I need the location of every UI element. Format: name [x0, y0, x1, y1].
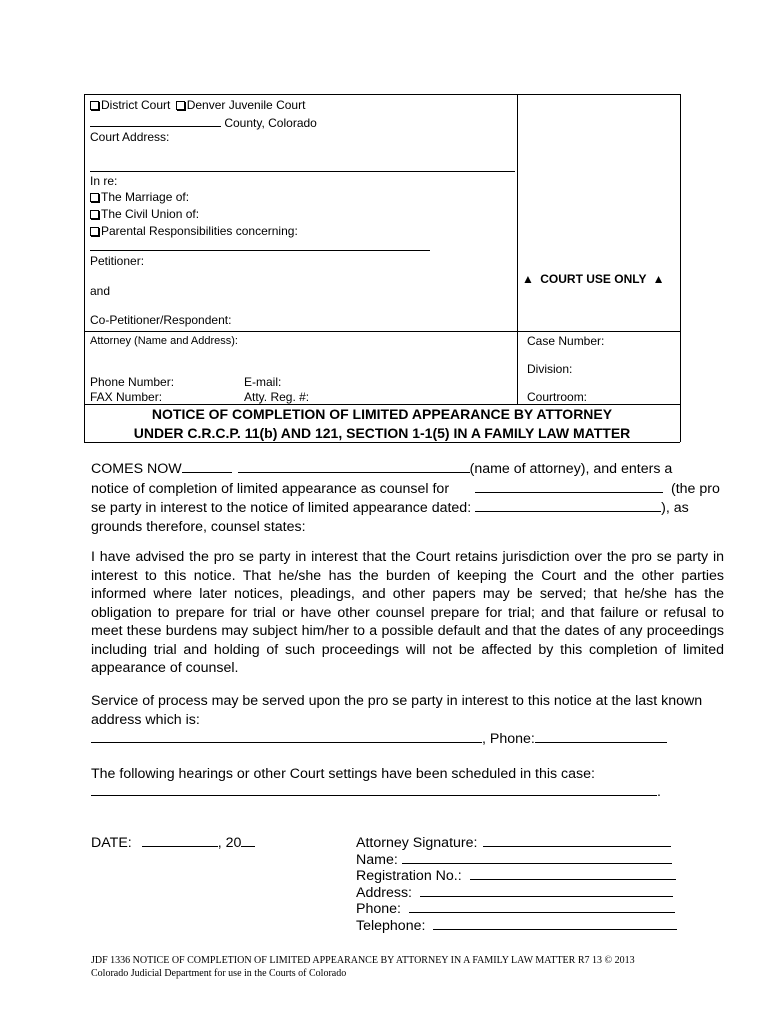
court-selection [90, 97, 305, 113]
name-of-attorney-text: (name of attorney), and enters a [469, 461, 673, 477]
attorney-signature-blank[interactable] [483, 833, 671, 847]
division-label: Division: [527, 362, 573, 376]
counsel-for-blank[interactable] [475, 479, 663, 493]
as-text: ), as [661, 500, 689, 516]
hearings-line [91, 782, 661, 802]
phone-text: , Phone: [482, 731, 535, 747]
comes-now-text: COMES NOW [91, 461, 182, 477]
case-type-marriage [90, 189, 189, 205]
name-label: Name: [356, 851, 398, 868]
district-court-label: District Court [101, 98, 171, 112]
name-blank[interactable] [402, 850, 672, 864]
and-label: and [90, 284, 111, 298]
date-year-blank[interactable] [241, 833, 255, 847]
paragraph-jurisdiction: I have advised the pro se party in interest that the Court retains jurisdiction over the pro se party in interest to this notice. That he/she has the burden of keeping the Court and the other parties informed where later notices, pleadings, and other papers may be served; that he/she has the obligation to prepare for trial or have other counsel prepare for trial; and that failure or refusal to meet these burdens may subject him/her to a possible default and that the dates of any proceedings including trial and holding of such proceedings will not be affected by this completion of limited appearance of counsel. [91, 549, 724, 676]
address-phone-line [91, 729, 667, 749]
the-pro-text: (the pro [670, 480, 720, 497]
phone-number-label: Phone Number: [90, 375, 175, 389]
telephone-label: Telephone: [356, 917, 426, 934]
petitioner-label: Petitioner: [90, 254, 145, 268]
registration-blank[interactable] [470, 866, 676, 880]
in-re-label: In re: [90, 174, 118, 188]
registration-label: Registration No.: [356, 868, 462, 884]
civil-union-checkbox[interactable] [90, 210, 99, 219]
date-label: DATE: [91, 835, 132, 851]
telephone-blank[interactable] [433, 916, 677, 930]
hearings-blank[interactable] [91, 782, 657, 796]
phone-label: Phone: [356, 901, 401, 917]
document-title [84, 405, 680, 443]
atty-reg-label: Atty. Reg. #: [244, 390, 310, 404]
district-court-checkbox[interactable] [90, 101, 99, 110]
email-label: E-mail: [244, 375, 282, 389]
case-type-civil-union [90, 206, 199, 222]
triangle-up-icon: ▲ [522, 272, 534, 286]
limited-appearance-text: notice of completion of limited appearance as counsel for [91, 480, 450, 497]
case-number-label: Case Number: [527, 334, 605, 348]
date-year-text: , 20 [217, 835, 242, 851]
attorney-name-blank[interactable] [238, 459, 470, 473]
county-label: County, Colorado [224, 116, 317, 130]
courtroom-label: Courtroom: [527, 390, 588, 404]
parental-checkbox[interactable] [90, 227, 99, 236]
county-blank[interactable] [90, 114, 221, 127]
signature-block [356, 833, 677, 932]
fax-number-label: FAX Number: [90, 390, 163, 404]
phone-sig-blank[interactable] [409, 899, 675, 913]
triangle-up-icon: ▲ [652, 272, 665, 286]
paragraph-hearings: The following hearings or other Court settings have been scheduled in this case: [91, 766, 595, 782]
marriage-label: The Marriage of: [101, 190, 190, 204]
civil-union-label: The Civil Union of: [101, 207, 200, 221]
attorney-label [90, 334, 238, 348]
address-blank[interactable] [91, 729, 482, 743]
period-text: . [657, 784, 661, 800]
paragraph-service: Service of process may be served upon the pro se party in interest to this notice at the last known address which is: [91, 693, 703, 728]
attorney-signature-label: Attorney Signature: [356, 835, 478, 851]
copetitioner-label: Co-Petitioner/Respondent: [90, 313, 232, 327]
attorney-name-blank-a[interactable] [182, 459, 232, 473]
attorney-label-text: Attorney [90, 335, 131, 347]
court-address-label: Court Address: [90, 130, 170, 144]
marriage-checkbox[interactable] [90, 193, 99, 202]
date-day-blank[interactable] [142, 833, 218, 847]
grounds-text: grounds therefore, counsel states: [91, 518, 306, 535]
case-type-parental [90, 223, 298, 239]
address-label: Address: [356, 884, 412, 901]
footer-form-id: JDF 1336 NOTICE OF COMPLETION OF LIMITED APPEARANCE BY ATTORNEY IN A FAMILY LAW MATTER R7 13 © 2013 [91, 955, 635, 966]
date-line [91, 833, 255, 853]
juvenile-court-checkbox[interactable] [176, 101, 185, 110]
attorney-sub-label: (Name and Address): [134, 335, 238, 347]
court-use-only [522, 271, 665, 287]
court-use-only-label: COURT USE ONLY [540, 272, 647, 286]
address-sig-blank[interactable] [420, 883, 673, 897]
footer-department: Colorado Judicial Department for use in the Courts of Colorado [91, 968, 347, 979]
title-line-1: NOTICE OF COMPLETION OF LIMITED APPEARANCE BY ATTORNEY [151, 406, 613, 422]
paragraph-comes-now [91, 459, 721, 536]
phone-blank[interactable] [535, 729, 667, 743]
notice-dated-text: se party in interest to the notice of limited appearance dated: [91, 500, 472, 516]
parental-label: Parental Responsibilities concerning: [101, 224, 298, 238]
date-blank[interactable] [475, 498, 661, 512]
juvenile-court-label: Denver Juvenile Court [186, 98, 306, 112]
title-line-2: UNDER C.R.C.P. 11(b) AND 121, SECTION 1-1(5) IN A FAMILY LAW MATTER [133, 425, 631, 441]
footer [91, 954, 635, 980]
